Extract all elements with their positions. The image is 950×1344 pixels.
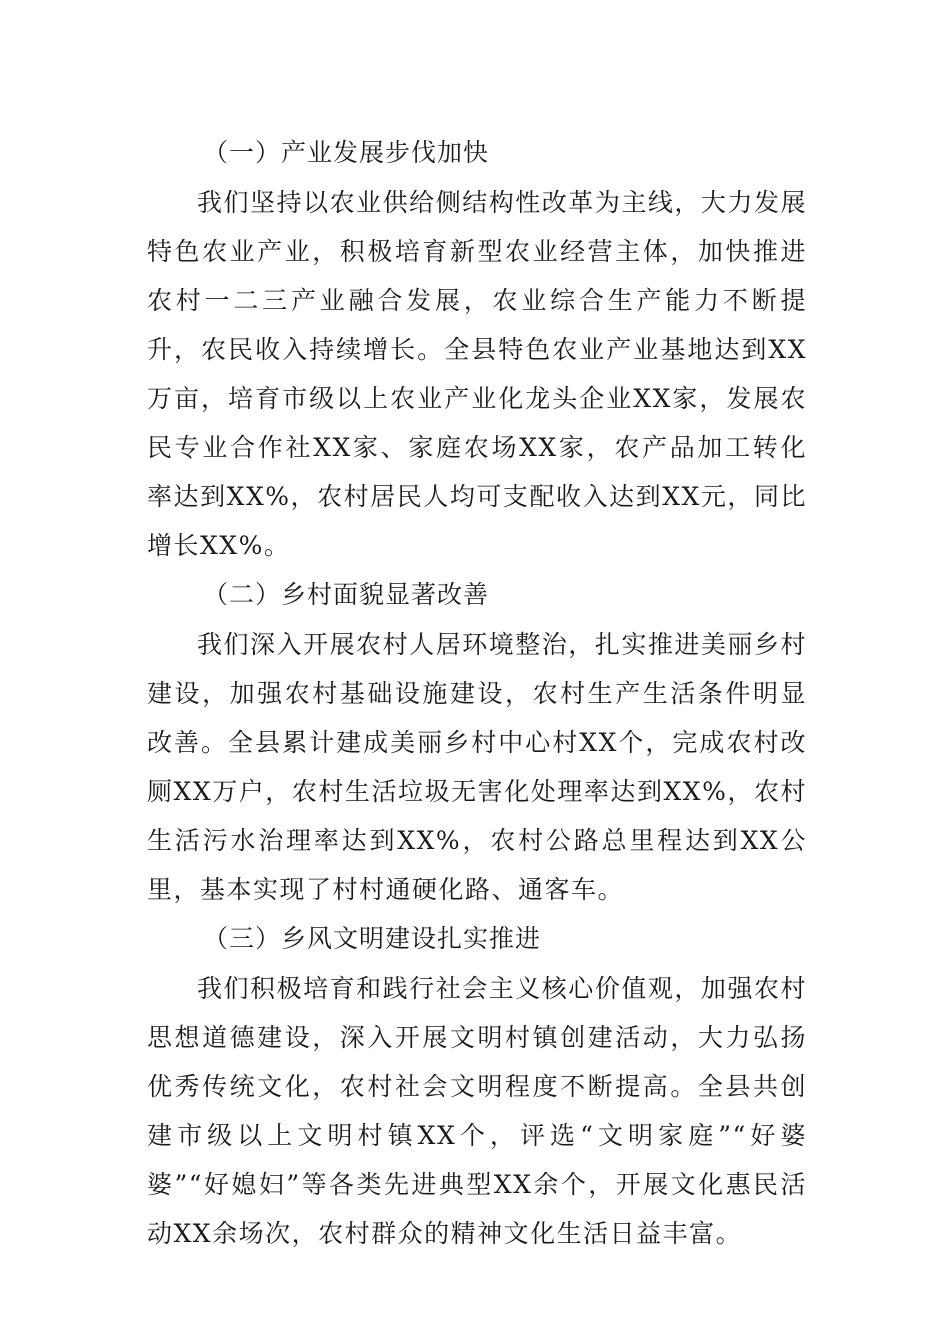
section-paragraph-1: 我们坚持以农业供给侧结构性改革为主线，大力发展特色农业产业，积极培育新型农业经营主体，加快推进农村一二三产业融合发展，农业综合生产能力不断提升，农民收入持续增长。全县特色农业产业基地达到XX万亩，培育市级以上农业产业化龙头企业XX家，发展农民专业合作社XX家、家庭农场XX家，农产品加工转化率达到XX%，农村居民人均可支配收入达到XX元，同比增长XX%。 (147, 188, 807, 560)
section-paragraph-3: 我们积极培育和践行社会主义核心价值观，加强农村思想道德建设，深入开展文明村镇创建活动，大力弘扬优秀传统文化，农村社会文明程度不断提高。全县共创建市级以上文明村镇XX个，评选“文明家庭”“好婆婆”“好媳妇”等各类先进典型XX余个，开展文化惠民活动XX余场次，农村群众的精神文化生活日益丰富。 (147, 974, 807, 1248)
section-heading-1: （一）产业发展步伐加快 (203, 138, 490, 167)
section-paragraph-2: 我们深入开展农村人居环境整治，扎实推进美丽乡村建设，加强农村基础设施建设，农村生产生活条件明显改善。全县累计建成美丽乡村中心村XX个，完成农村改厕XX万户，农村生活垃圾无害化处理率达到XX%，农村生活污水治理率达到XX%，农村公路总里程达到XX公里，基本实现了村村通硬化路、通客车。 (147, 630, 807, 904)
section-heading-2: （二）乡村面貌显著改善 (203, 580, 490, 609)
document-body (147, 128, 807, 1258)
section-heading-3: （三）乡风文明建设扎实推进 (203, 924, 542, 953)
